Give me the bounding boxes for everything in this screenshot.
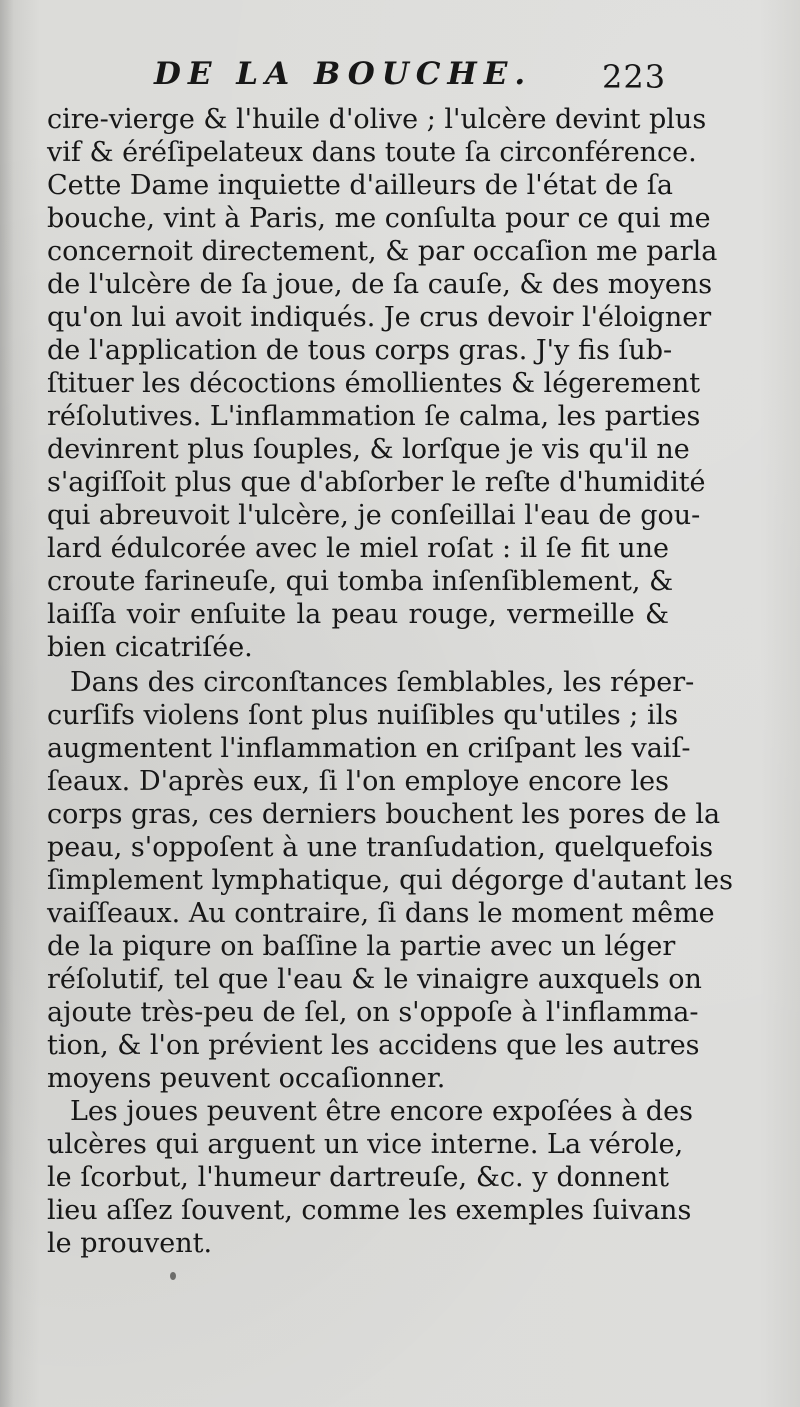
text-line: de l'ulcère de ſa joue, de ſa cauſe, & des moyens xyxy=(47,269,713,300)
ink-speck xyxy=(170,1272,176,1280)
text-line: qui abreuvoit l'ulcère, je conſeillai l'eau de gou- xyxy=(47,500,701,531)
text-line: moyens peuvent occaſionner. xyxy=(47,1063,446,1094)
text-line: le prouvent. xyxy=(47,1228,213,1259)
text-line: ulcères qui arguent un vice interne. La vérole, xyxy=(47,1129,684,1160)
text-line: lieu aſſez ſouvent, comme les exemples ſuivans xyxy=(47,1195,692,1226)
text-line: curſifs violens ſont plus nuiſibles qu'utiles ; ils xyxy=(47,700,679,731)
text-line: tion, & l'on prévient les accidens que les autres xyxy=(47,1030,700,1061)
running-head: DE LA BOUCHE. xyxy=(154,56,533,92)
text-line: de la piqure on baſſine la partie avec un léger xyxy=(47,931,676,962)
text-line: ſimplement lymphatique, qui dégorge d'autant les xyxy=(47,865,733,896)
text-line: lard édulcorée avec le miel roſat : il ſe fit une xyxy=(47,533,669,564)
text-line: de l'application de tous corps gras. J'y fis ſub- xyxy=(47,335,673,366)
text-line: qu'on lui avoit indiqués. Je crus devoir l'éloigner xyxy=(47,302,712,333)
text-line: vaiſſeaux. Au contraire, ſi dans le moment même xyxy=(47,898,715,929)
text-line: laiſſa voir enſuite la peau rouge, vermeille & xyxy=(47,599,669,630)
text-line: s'agiſſoit plus que d'abſorber le reſte d'humidité xyxy=(47,467,706,498)
page-number: 223 xyxy=(602,58,667,96)
text-line: bien cicatriſée. xyxy=(47,632,253,663)
text-line: Cette Dame inquiette d'ailleurs de l'état de ſa xyxy=(47,170,673,201)
text-line: ajoute très-peu de ſel, on s'oppoſe à l'inflamma- xyxy=(47,997,699,1028)
text-line: le ſcorbut, l'humeur dartreuſe, &c. y donnent xyxy=(47,1162,669,1193)
text-line: Dans des circonſtances ſemblables, les réper- xyxy=(70,667,695,698)
page-edge-shadow xyxy=(0,0,14,1407)
text-line: augmentent l'inflammation en criſpant les vaiſ- xyxy=(47,733,691,764)
text-line: bouche, vint à Paris, me conſulta pour ce qui me xyxy=(47,203,711,234)
text-line: peau, s'oppoſent à une tranſudation, quelquefois xyxy=(47,832,714,863)
text-line: corps gras, ces derniers bouchent les pores de la xyxy=(47,799,721,830)
text-line: ſeaux. D'après eux, ſi l'on employe encore les xyxy=(47,766,669,797)
text-line: ſtituer les décoctions émollientes & légerement xyxy=(47,368,701,399)
text-line: concernoit directement, & par occaſion me parla xyxy=(47,236,718,267)
text-line: devinrent plus ſouples, & lorſque je vis qu'il ne xyxy=(47,434,690,465)
text-line: réſolutives. L'inflammation ſe calma, les parties xyxy=(47,401,701,432)
text-line: vif & éréſipelateux dans toute ſa circonférence. xyxy=(47,137,697,168)
text-line: réſolutif, tel que l'eau & le vinaigre auxquels on xyxy=(47,964,702,995)
text-line: Les joues peuvent être encore expoſées à des xyxy=(70,1096,693,1127)
text-line: cire-vierge & l'huile d'olive ; l'ulcère devint plus xyxy=(47,104,707,135)
text-line: croute farineuſe, qui tomba inſenſiblement, & xyxy=(47,566,674,597)
